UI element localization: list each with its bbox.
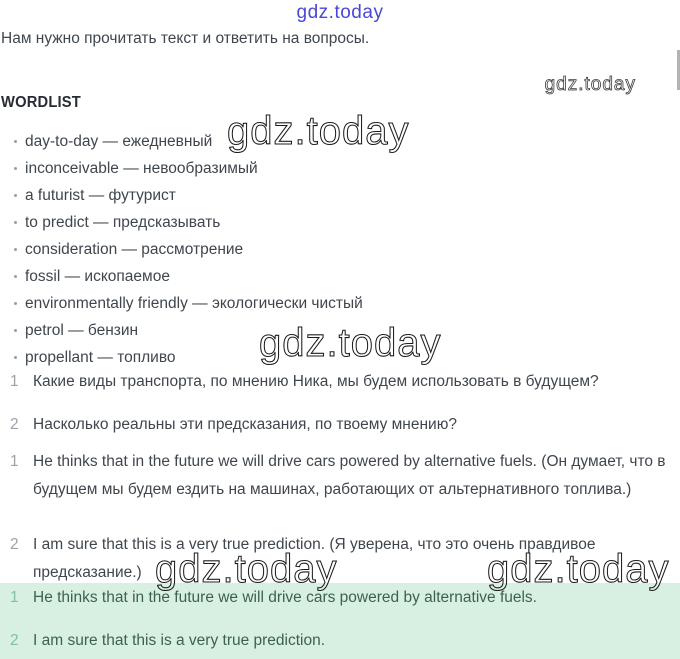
wordlist-item-text: environmentally friendly — экологически чистый <box>25 294 363 312</box>
highlighted-answer-row <box>0 632 680 650</box>
question-text: Какие виды транспорта, по мнению Ника, мы будем использовать в будущем? <box>33 373 599 390</box>
bullet-icon <box>14 275 17 278</box>
wordlist-item <box>0 236 670 263</box>
bullet-icon <box>14 140 17 143</box>
bullet-icon <box>14 356 17 359</box>
wordlist-item-text: petrol — бензин <box>25 321 139 339</box>
wordlist-item-text: fossil — ископаемое <box>25 267 170 285</box>
wordlist-item-text: to predict — предсказывать <box>25 213 221 231</box>
watermark-big: gdz.today <box>155 547 338 591</box>
wordlist-item-text: propellant — топливо <box>25 348 176 366</box>
question-number: 2 <box>10 416 19 433</box>
answer-text: He thinks that in the future we will drive cars powered by alternative fuels. (Он думает, что в будущем мы будем ездить на машинах, работающих от альтернативного топлива.) <box>33 453 666 498</box>
highlighted-answers-block <box>0 583 680 659</box>
answer-number: 1 <box>10 453 19 470</box>
bullet-icon <box>14 194 17 197</box>
wordlist-item <box>0 182 670 209</box>
intro-text: Нам нужно прочитать текст и ответить на вопросы. <box>1 30 370 47</box>
answer-number: 2 <box>10 536 19 553</box>
watermark-big: gdz.today <box>259 321 442 365</box>
wordlist-item <box>0 155 670 182</box>
wordlist-item <box>0 263 670 290</box>
bullet-icon <box>14 248 17 251</box>
watermark-big: gdz.today <box>227 109 410 153</box>
answer-text: I am sure that this is a very true prediction. (Я уверена, что это очень правдивое предсказание.) <box>33 536 596 581</box>
bullet-icon <box>14 167 17 170</box>
wordlist-item-text: day-to-day — ежедневный <box>25 132 213 150</box>
bullet-icon <box>14 221 17 224</box>
highlighted-answer-text: He thinks that in the future we will drive cars powered by alternative fuels. <box>33 589 537 606</box>
question-text: Насколько реальны эти предсказания, по твоему мнению? <box>33 416 457 433</box>
wordlist-heading: WORDLIST <box>1 94 81 111</box>
highlighted-answer-text: I am sure that this is a very true prediction. <box>33 632 326 649</box>
question-row <box>0 416 670 434</box>
wordlist-item <box>0 290 670 317</box>
highlighted-answer-number: 2 <box>10 632 19 649</box>
wordlist-item <box>0 209 670 236</box>
question-row <box>0 373 670 391</box>
bullet-icon <box>14 302 17 305</box>
site-watermark-link[interactable]: gdz.today <box>296 2 384 23</box>
wordlist-item-text: inconceivable — невообразимый <box>25 159 258 177</box>
wordlist-item-text: a futurist — футурист <box>25 186 176 204</box>
watermark-big: gdz.today <box>487 547 670 591</box>
highlighted-answer-number: 1 <box>10 589 19 606</box>
question-number: 1 <box>10 373 19 390</box>
watermark-small: gdz.today <box>544 74 636 95</box>
bullet-icon <box>14 329 17 332</box>
wordlist-item-text: consideration — рассмотрение <box>25 240 244 258</box>
answer-row <box>0 448 672 504</box>
